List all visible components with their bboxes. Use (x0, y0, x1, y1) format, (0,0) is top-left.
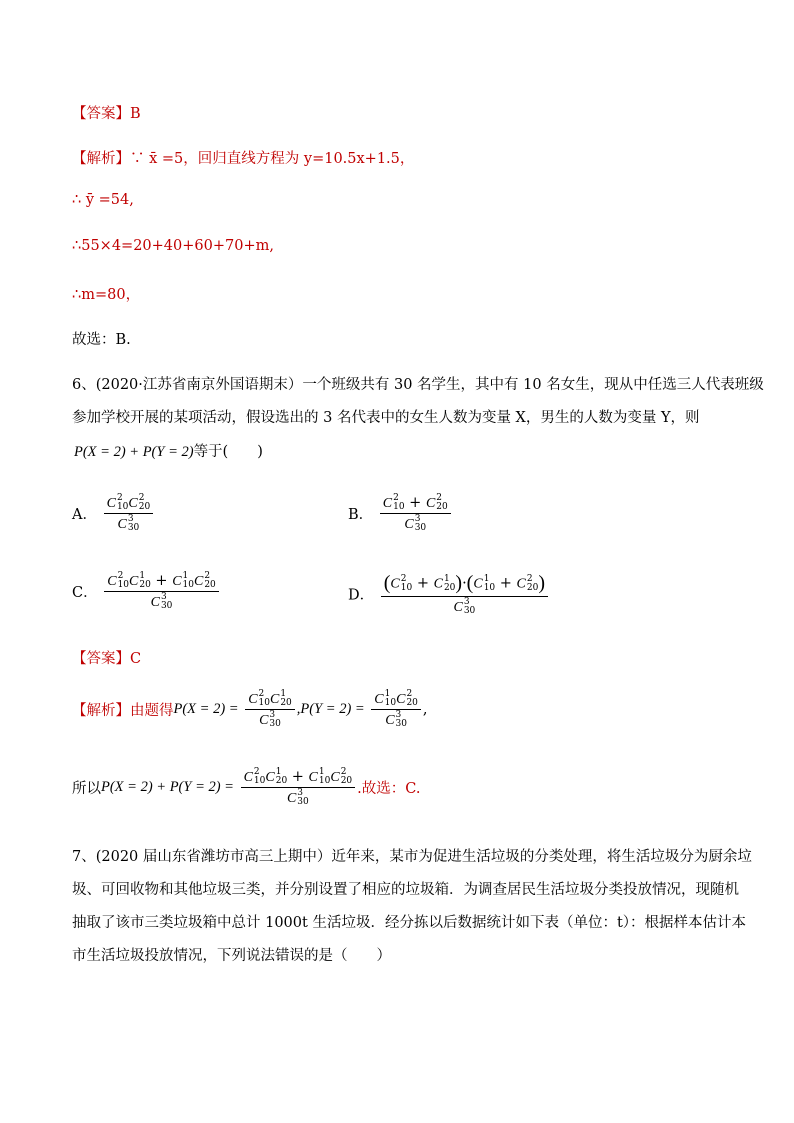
sum-expression: P(X = 2) + P(Y = 2) = (101, 779, 234, 795)
analysis-text: 由题得 (130, 703, 174, 719)
option-a (72, 494, 155, 533)
option-d (348, 572, 550, 616)
py2-expression: ,P(Y = 2) = (296, 701, 365, 717)
analysis-5-line4: ∴m=80， (72, 287, 141, 303)
option-a-fraction: C 2 10 C 2 20 C 3 30 (104, 494, 154, 533)
option-b (348, 494, 453, 533)
conclusion-tail: .故选：C. (357, 781, 421, 797)
option-b-label: B． (348, 507, 374, 523)
option-a-label: A． (72, 507, 97, 523)
option-d-fraction: (C 2 10 + C 1 20 )·(C 1 10 + C 2 20 ) C 3 30 (381, 572, 548, 616)
question-7-line2: 圾、可回收物和其他垃圾三类，并分别设置了相应的垃圾箱．为调查居民生活垃圾分类投放情况，现随机 (72, 882, 739, 898)
answer-6 (72, 647, 141, 668)
answer-value: B (130, 106, 141, 122)
question-6-line2: 参加学校开展的某项活动，假设选出的 3 名代表中的女生人数为变量 X，男生的人数为变量 Y，则 (72, 410, 700, 426)
question-7-line3: 抽取了该市三类垃圾箱中总计 1000t 生活垃圾．经分拣以后数据统计如下表（单位：t）：根据样本估计本 (72, 915, 747, 931)
analysis-label: 【解析】 (72, 703, 130, 719)
analysis-label: 【解析】 (72, 151, 130, 167)
answer-value: C (130, 651, 142, 667)
analysis-text: ∵ x̄ =5，回归直线方程为 y=10.5x+1.5， (130, 151, 415, 167)
answer-label: 【答案】 (72, 651, 130, 667)
answer-5 (72, 102, 141, 123)
analysis-6-conclusion (72, 768, 420, 807)
option-c-label: C． (72, 585, 98, 601)
analysis-5-line2: ∴ ȳ =54, (72, 192, 134, 208)
answer-label: 【答案】 (72, 106, 130, 122)
analysis-5-line1 (72, 147, 414, 168)
comma: , (422, 701, 428, 718)
analysis-6 (72, 690, 428, 729)
probability-expression: P(X = 2) + P(Y = 2) (74, 444, 194, 460)
question-tail: 等于( ) (193, 444, 263, 460)
question-6-line1: 6、(2020·江苏省南京外国语期末）一个班级共有 30 名学生，其中有 10 名女生，现从中任选三人代表班级 (72, 377, 764, 393)
analysis-5-line5: 故选：B. (72, 332, 131, 348)
sum-fraction: C 2 10 C 1 20 + C 1 10 C 2 20 C 3 30 (241, 768, 356, 807)
question-6-line3 (74, 440, 263, 461)
px2-expression: P(X = 2) = (173, 701, 239, 717)
option-c-fraction: C 2 10 C 1 20 + C 1 10 C 2 20 C 3 30 (104, 572, 219, 611)
option-b-fraction: C 2 10 + C 2 20 C 3 30 (380, 494, 451, 533)
question-7-line1: 7、(2020 届山东省潍坊市高三上期中）近年来，某市为促进生活垃圾的分类处理，将生活垃圾分为厨余垃 (72, 849, 752, 865)
option-c (72, 572, 221, 611)
py2-fraction: C 1 10 C 2 20 C 3 30 (371, 690, 421, 729)
conclusion-prefix: 所以 (72, 781, 101, 797)
question-7-line4: 市生活垃圾投放情况，下列说法错误的是（ ） (72, 948, 391, 964)
analysis-5-line3: ∴55×4=20+40+60+70+m, (72, 238, 274, 254)
px2-fraction: C 2 10 C 1 20 C 3 30 (245, 690, 295, 729)
option-d-label: D． (348, 587, 375, 604)
